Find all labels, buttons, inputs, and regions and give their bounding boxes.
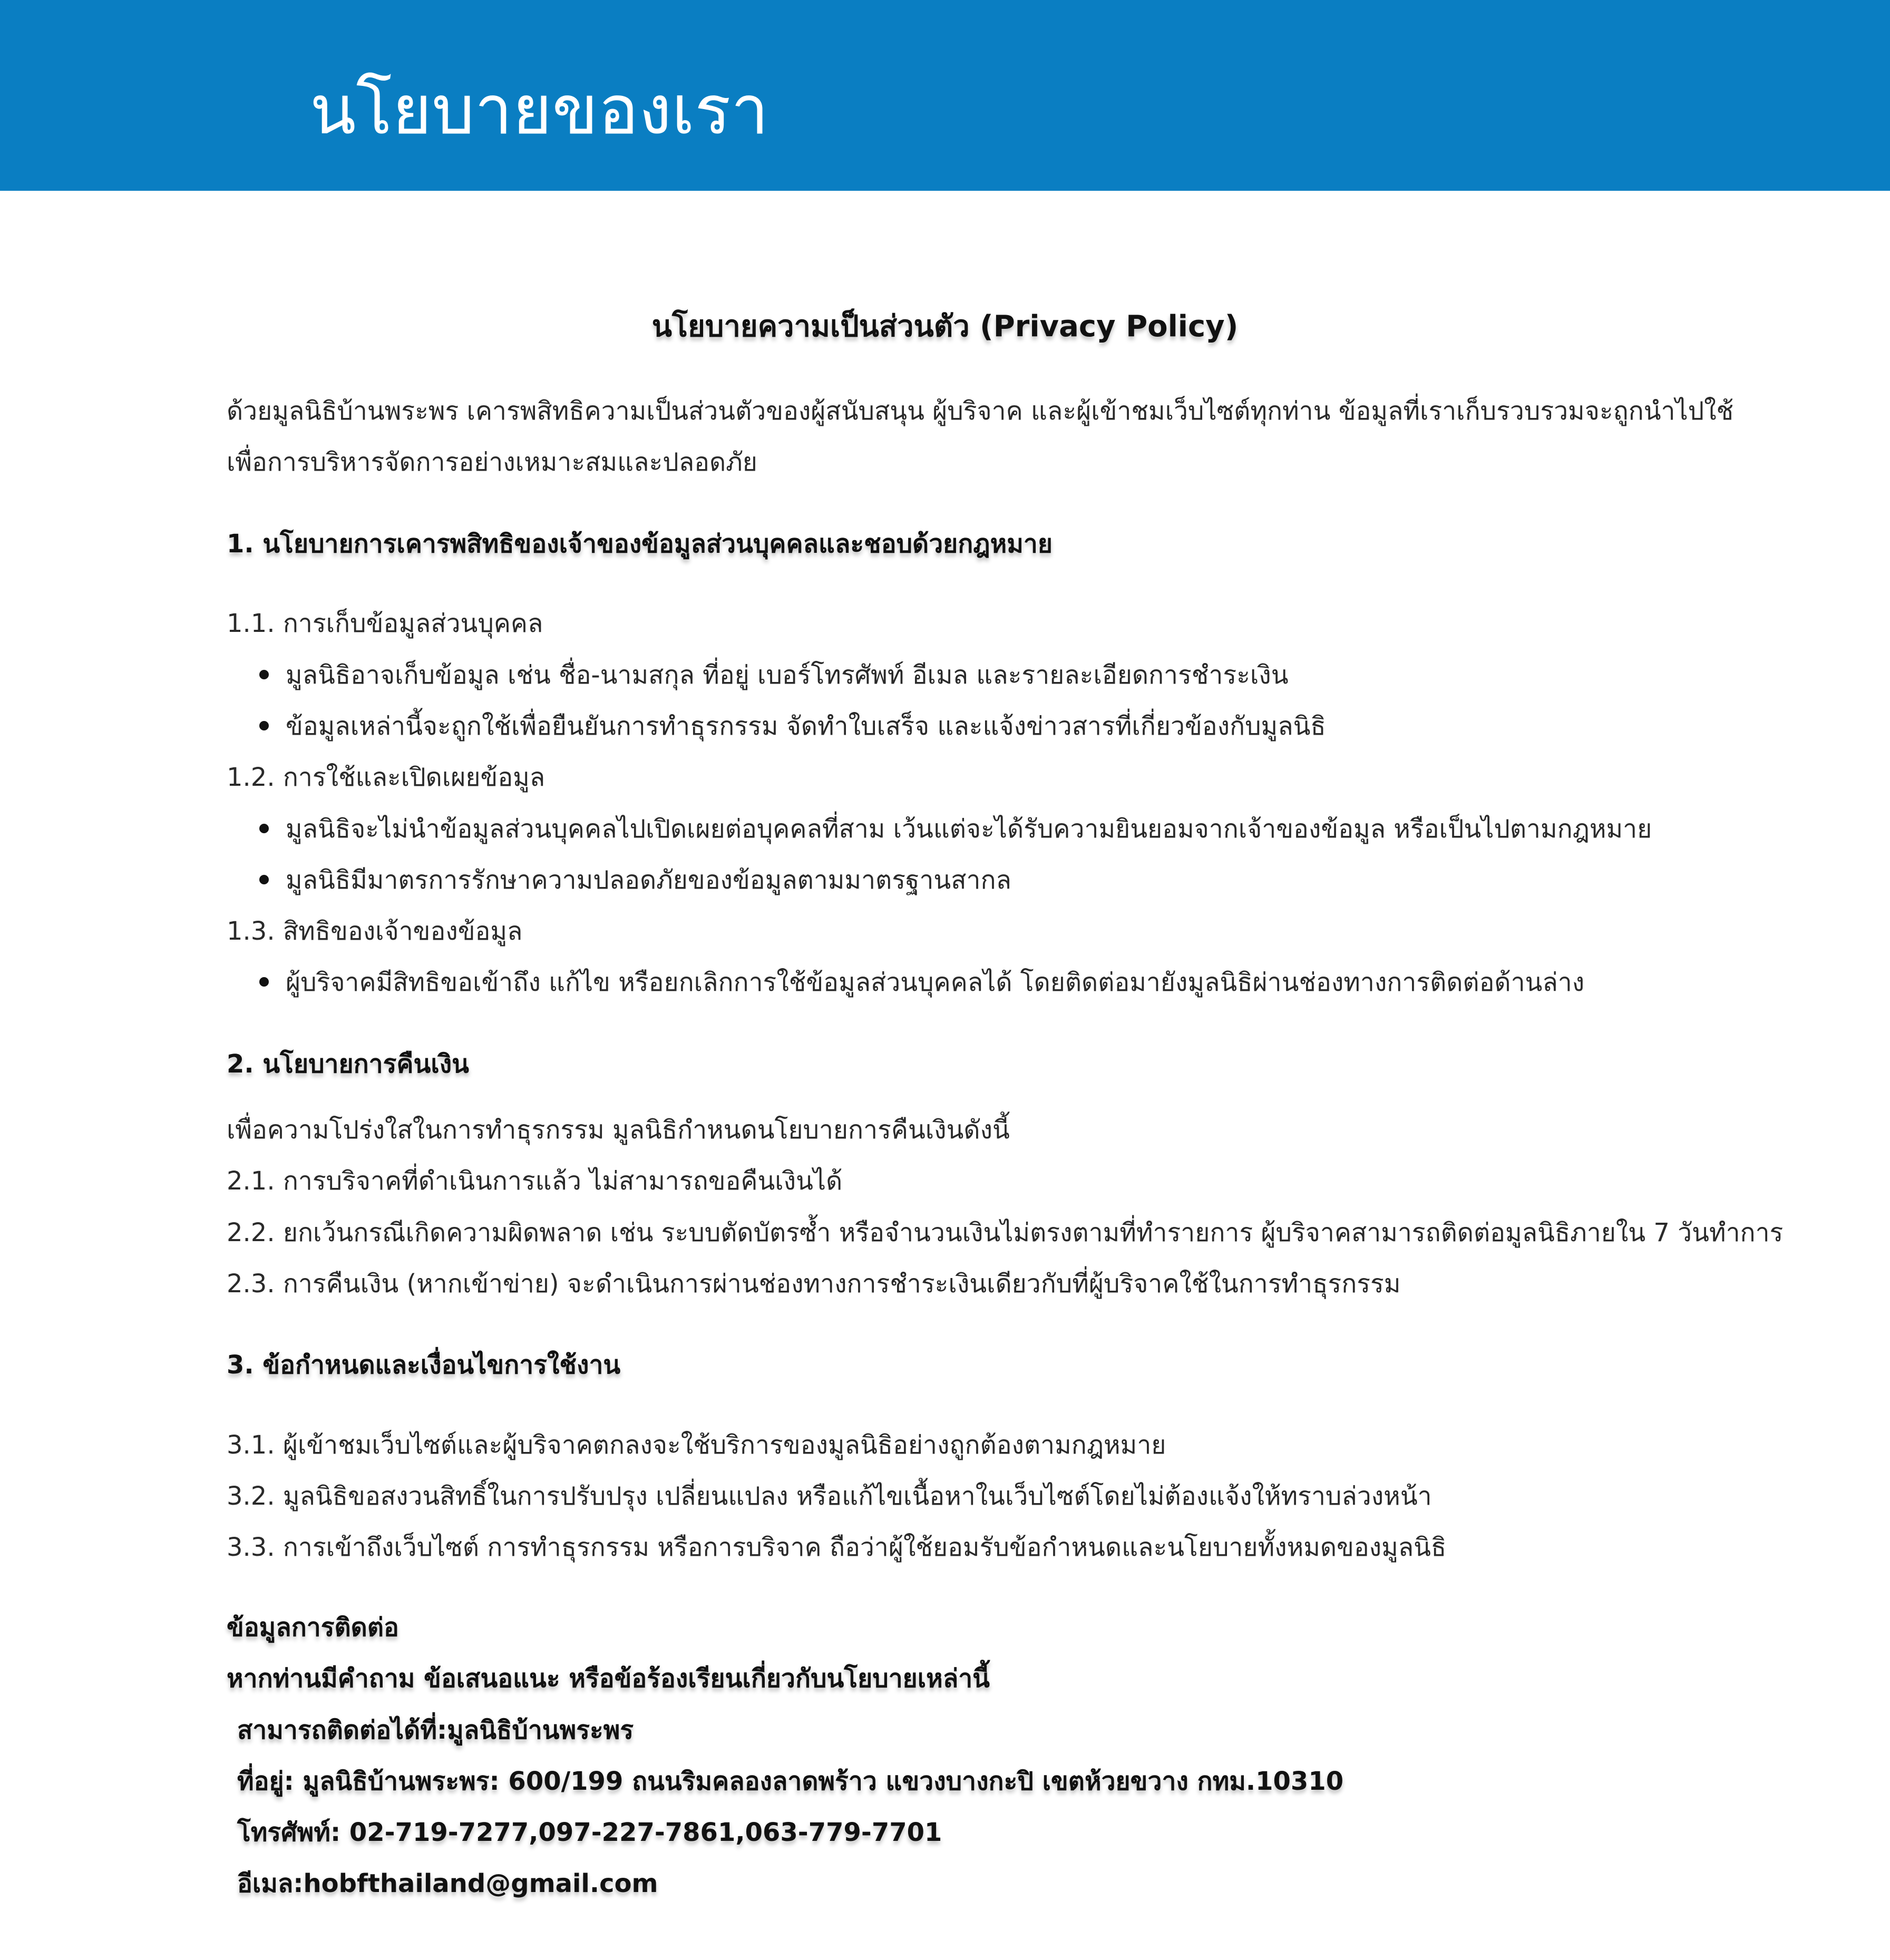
list-item [259,964,1584,1001]
contact-prompt: หากท่านมีคำถาม ข้อเสนอแนะ หรือข้อร้องเรียนเกี่ยวกับนโยบายเหล่านี้ [227,1664,990,1693]
terms-item: 3.1. ผู้เข้าชมเว็บไซต์และผู้บริจาคตกลงจะใช้บริการของมูลนิธิอย่างถูกต้องตามกฎหมาย [227,1430,1166,1460]
section-2-heading: 2. นโยบายการคืนเงิน [227,1049,469,1079]
bullet-icon [259,721,269,730]
bullet-text: ผู้บริจาคมีสิทธิขอเข้าถึง แก้ไข หรือยกเลิกการใช้ข้อมูลส่วนบุคคลได้ โดยติดต่อมายังมูลนิธิผ่านช่องทางการติดต่อด้านล่าง [286,968,1585,997]
list-item [259,811,1652,847]
page-title: นโยบายของเรา [310,71,769,150]
bullet-icon [259,670,269,679]
bullet-icon [259,824,269,833]
subsection-1-1-label: 1.1. การเก็บข้อมูลส่วนบุคคล [227,609,543,638]
intro-paragraph-line-2: เพื่อการบริหารจัดการอย่างเหมาะสมและปลอดภัย [227,447,757,477]
bullet-text: มูลนิธิจะไม่นำข้อมูลส่วนบุคคลไปเปิดเผยต่อบุคคลที่สาม เว้นแต่จะได้รับความยินยอมจากเจ้าของข้อมูล หรือเป็นไปตามกฎหมาย [286,814,1652,844]
list-item [259,862,1011,899]
refund-item: 2.3. การคืนเงิน (หากเข้าข่าย) จะดำเนินการผ่านช่องทางการชำระเงินเดียวกับที่ผู้บริจาคใช้ในการทำธุรกรรม [227,1269,1401,1299]
page-header-banner [0,0,1890,191]
subsection-1-2-label: 1.2. การใช้และเปิดเผยข้อมูล [227,763,545,792]
bullet-text: มูลนิธิมีมาตรการรักษาความปลอดภัยของข้อมูลตามมาตรฐานสากล [286,865,1011,895]
policy-heading: นโยบายความเป็นส่วนตัว (Privacy Policy) [651,309,1239,344]
bullet-icon [259,977,269,987]
terms-item: 3.3. การเข้าถึงเว็บไซต์ การทำธุรกรรม หรือการบริจาค ถือว่าผู้ใช้ยอมรับข้อกำหนดและนโยบายทั้งหมดของมูลนิธิ [227,1533,1447,1562]
list-item [259,657,1289,694]
terms-item: 3.2. มูลนิธิขอสงวนสิทธิ์ในการปรับปรุง เปลี่ยนแปลง หรือแก้ไขเนื้อหาในเว็บไซต์โดยไม่ต้องแจ้งให้ทราบล่วงหน้า [227,1481,1432,1511]
bullet-icon [259,875,269,884]
contact-address: ที่อยู่: มูลนิธิบ้านพระพร: 600/199 ถนนริมคลองลาดพร้าว แขวงบางกะปิ เขตห้วยขวาง กทม.10310 [237,1767,1344,1796]
contact-phone: โทรศัพท์: 02-719-7277,097-227-7861,063-779-7701 [237,1818,942,1847]
refund-item: 2.2. ยกเว้นกรณีเกิดความผิดพลาด เช่น ระบบตัดบัตรซ้ำ หรือจำนวนเงินไม่ตรงตามที่ทำรายการ ผู้บริจาคสามารถติดต่อมูลนิธิภายใน 7 วันทำการ [227,1218,1784,1247]
section-1-heading: 1. นโยบายการเคารพสิทธิของเจ้าของข้อมูลส่วนบุคคลและชอบด้วยกฎหมาย [227,529,1053,559]
list-item [259,708,1326,745]
section-2-intro: เพื่อความโปร่งใสในการทำธุรกรรม มูลนิธิกำหนดนโยบายการคืนเงินดังนี้ [227,1115,1010,1145]
bullet-text: มูลนิธิอาจเก็บข้อมูล เช่น ชื่อ-นามสกุล ที่อยู่ เบอร์โทรศัพท์ อีเมล และรายละเอียดการชำระเงิน [286,660,1289,690]
subsection-1-3-label: 1.3. สิทธิของเจ้าของข้อมูล [227,916,523,946]
bullet-text: ข้อมูลเหล่านี้จะถูกใช้เพื่อยืนยันการทำธุรกรรม จัดทำใบเสร็จ และแจ้งข่าวสารที่เกี่ยวข้องกับมูลนิธิ [286,711,1326,741]
refund-item: 2.1. การบริจาคที่ดำเนินการแล้ว ไม่สามารถขอคืนเงินได้ [227,1166,843,1196]
intro-paragraph-line-1: ด้วยมูลนิธิบ้านพระพร เคารพสิทธิความเป็นส่วนตัวของผู้สนับสนุน ผู้บริจาค และผู้เข้าชมเว็บไซต์ทุกท่าน ข้อมูลที่เราเก็บรวบรวมจะถูกนำไปใช้ [227,396,1734,426]
contact-title: ข้อมูลการติดต่อ [227,1613,399,1642]
section-3-heading: 3. ข้อกำหนดและเงื่อนไขการใช้งาน [227,1350,621,1380]
contact-organization: สามารถติดต่อได้ที่:มูลนิธิบ้านพระพร [237,1715,634,1745]
contact-email[interactable]: อีเมล:hobfthailand@gmail.com [237,1869,658,1898]
